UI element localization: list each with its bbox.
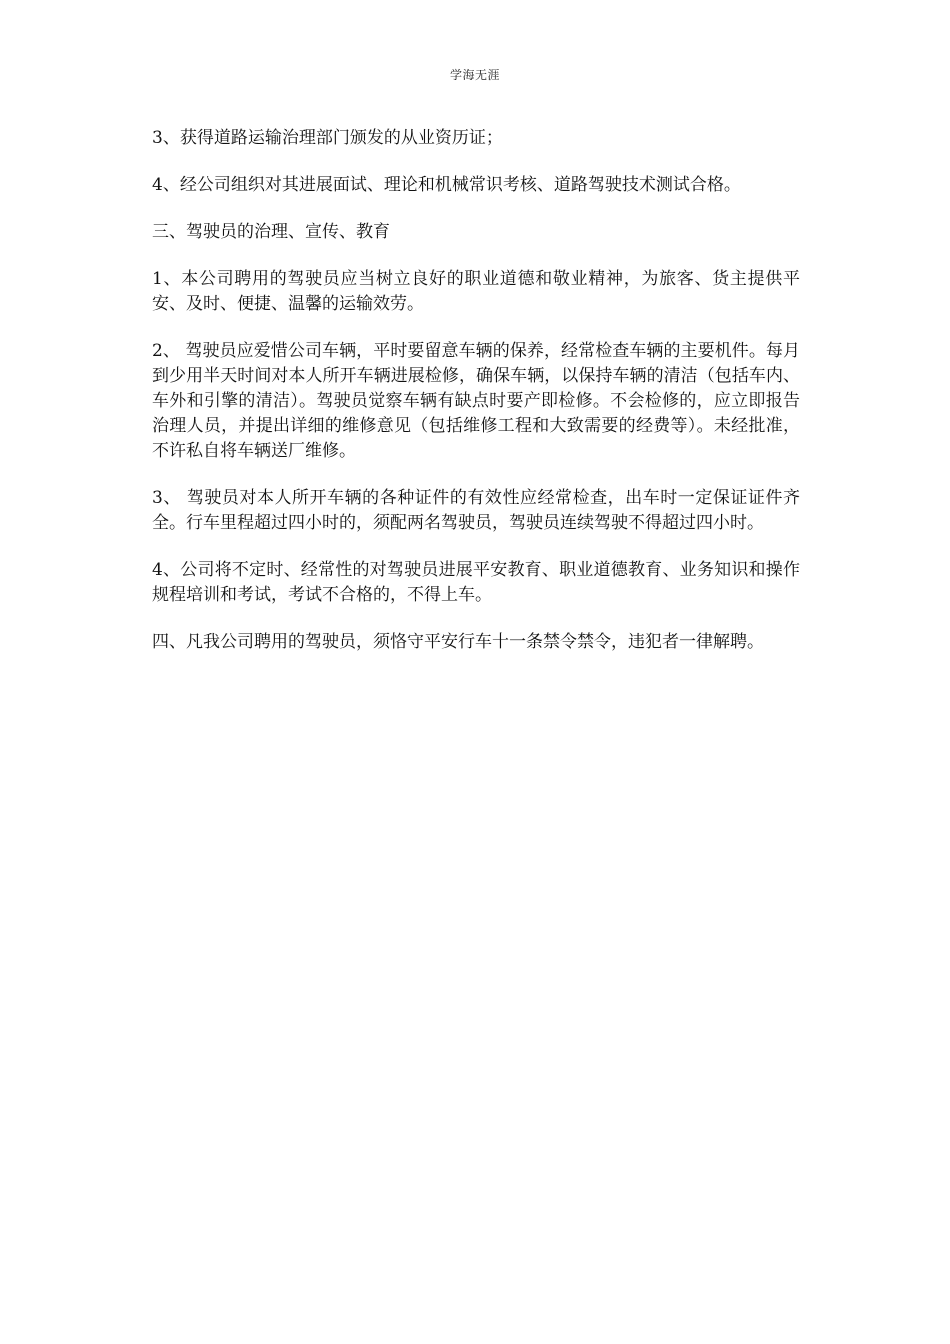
paragraph-training: 4、公司将不定时、经常性的对驾驶员进展平安教育、职业道德教育、业务知识和操作规程培训和考试，考试不合格的，不得上车。 bbox=[152, 560, 800, 605]
paragraph-vehicle-care: 2、 驾驶员应爱惜公司车辆，平时要留意车辆的保养，经常检查车辆的主要机件。每月到少用半天时间对本人所开车辆进展检修，确保车辆，以保持车辆的清洁（包括车内、车外和引擎的清洁）。驾驶员觉察车辆有缺点时要产即检修。不会检修的，应立即报告治理人员，并提出详细的维修意见（包括维修工程和大致需要的经费等）。未经批准，不许私自将车辆送厂维修。 bbox=[152, 341, 800, 461]
paragraph-item-4-assessment: 4、经公司组织对其进展面试、理论和机械常识考核、道路驾驶技术测试合格。 bbox=[152, 175, 741, 195]
section-heading-4: 四、凡我公司聘用的驾驶员，须恪守平安行车十一条禁令禁令，违犯者一律解聘。 bbox=[152, 632, 764, 652]
paragraph-documents: 3、 驾驶员对本人所开车辆的各种证件的有效性应经常检查，出车时一定保证证件齐全。行车里程超过四小时的，须配两名驾驶员，驾驶员连续驾驶不得超过四小时。 bbox=[152, 488, 800, 533]
document-body bbox=[152, 126, 800, 677]
section-heading-3: 三、驾驶员的治理、宣传、教育 bbox=[152, 222, 390, 242]
paragraph-ethics: 1、本公司聘用的驾驶员应当树立良好的职业道德和敬业精神，为旅客、货主提供平安、及时、便捷、温馨的运输效劳。 bbox=[152, 269, 800, 314]
page-header: 学海无涯 bbox=[449, 68, 500, 82]
paragraph-item-3-qualification: 3、获得道路运输治理部门颁发的从业资历证； bbox=[152, 128, 503, 148]
